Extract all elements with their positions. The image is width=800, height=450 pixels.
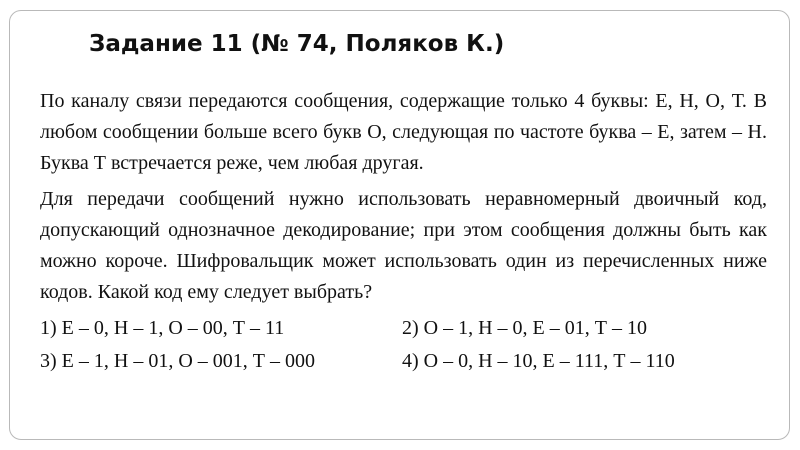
option-1: 1) Е – 0, Н – 1, О – 00, Т – 11 xyxy=(40,317,285,339)
option-4: 4) О – 0, Н – 10, Е – 111, Т – 110 xyxy=(402,350,675,372)
options-row-2 xyxy=(40,346,767,377)
page-title: Задание 11 (№ 74, Поляков К.) xyxy=(89,31,505,57)
task-paragraph-1: По каналу связи передаются сообщения, содержащие только 4 буквы: Е, Н, О, Т. В любом сообщении больше всего букв О, следующая по частоте буква – Е, затем – Н. Буква Т встречается реже, чем любая другая. xyxy=(40,90,767,174)
task-content xyxy=(40,86,767,377)
option-2: 2) О – 1, Н – 0, Е – 01, Т – 10 xyxy=(402,317,647,339)
option-3: 3) Е – 1, Н – 01, О – 001, Т – 000 xyxy=(40,350,315,372)
task-paragraph-2: Для передачи сообщений нужно использовать неравномерный двоичный код, допускающий однозначное декодирование; при этом сообщения должны быть как можно короче. Шифровальщик может использовать один из перечисленных ниже кодов. Какой код ему следует выбрать? xyxy=(40,188,767,303)
options-row-1 xyxy=(40,313,767,344)
